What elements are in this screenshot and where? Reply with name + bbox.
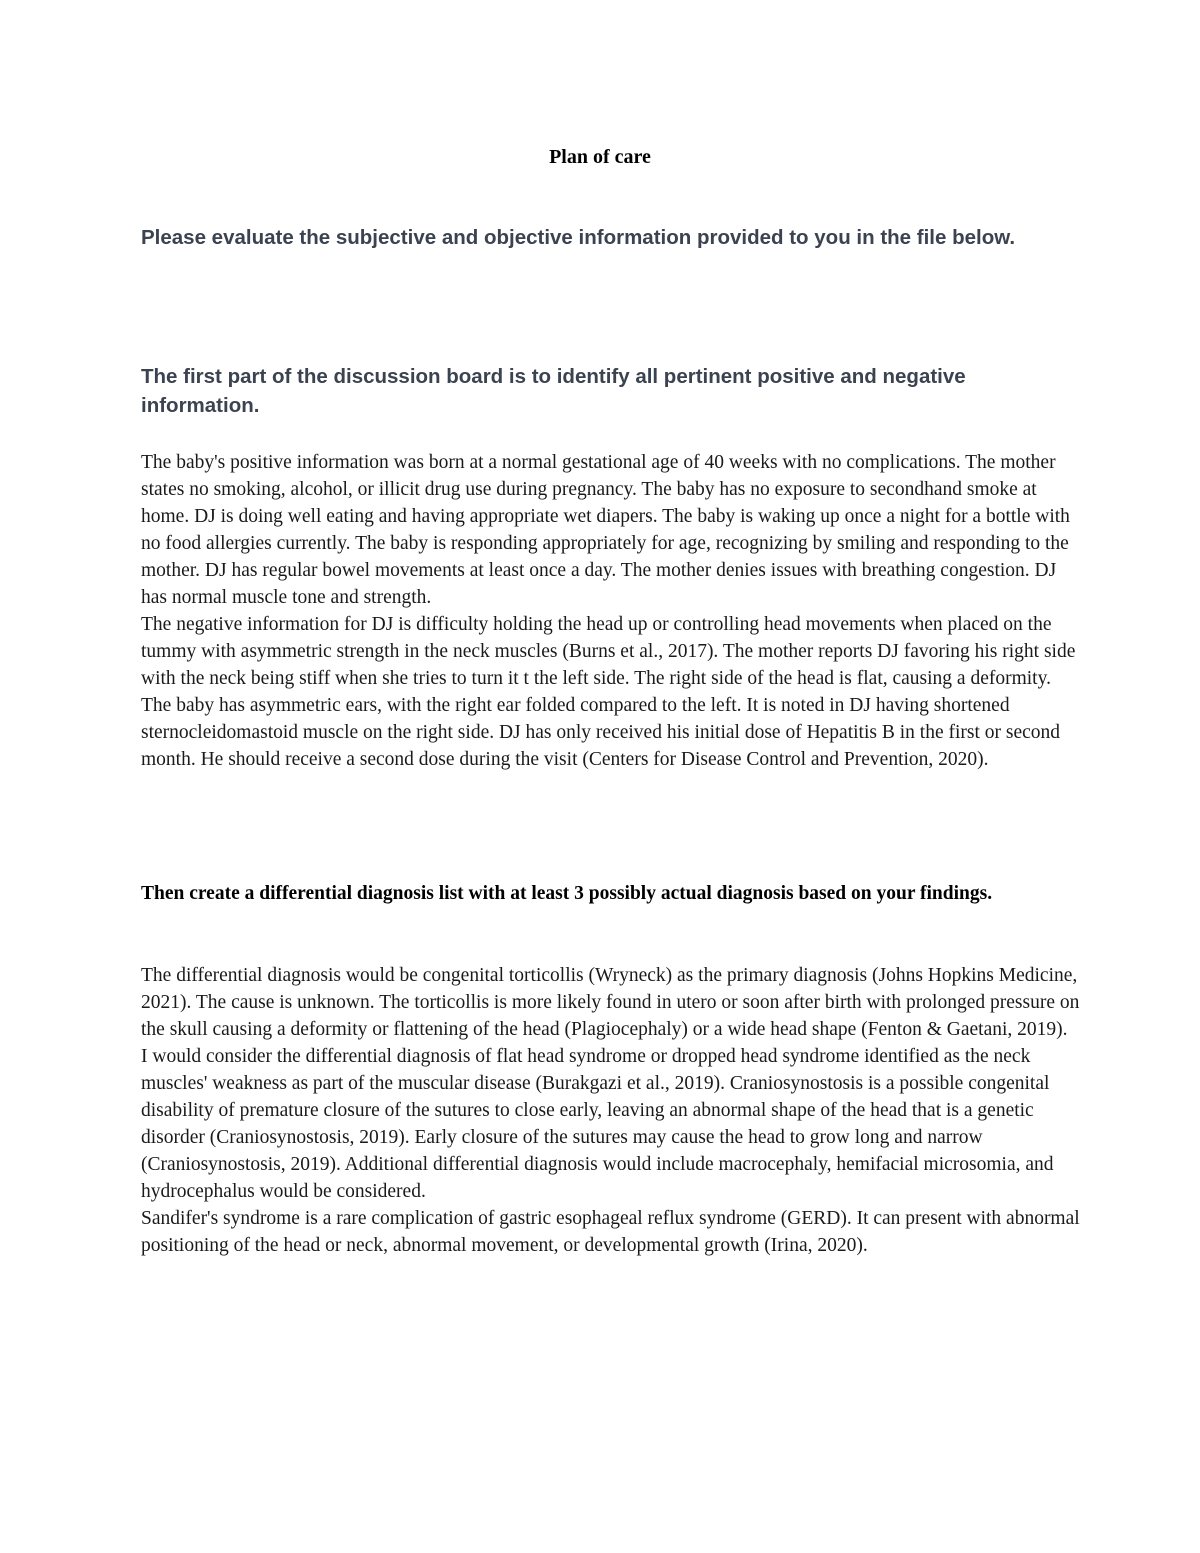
primary-diagnosis-paragraph: The differential diagnosis would be congenital torticollis (Wryneck) as the primary diagnosis (Johns Hopkins Medicine, 2021). The cause is unknown. The torticollis is more likely found in utero or soon after birth with prolonged pressure on the skull causing a deformity or flattening of the head (Plagiocephaly) or a wide head shape (Fenton & Gaetani, 2019). <box>141 965 1080 1040</box>
secondary-diagnosis-paragraph: I would consider the differential diagnosis of flat head syndrome or dropped head syndrome identified as the neck muscles' weakness as part of the muscular disease (Burakgazi et al., 2019). Craniosynostosis is a possible congenital disability of premature closure of the sutures to close early, leaving an abnormal shape of the head that is a genetic disorder (Craniosynostosis, 2019). Early closure of the sutures may cause the head to grow long and narrow (Craniosynostosis, 2019). Additional differential diagnosis would include macrocephaly, hemifacial microsomia, and hydrocephalus would be considered. <box>141 1046 1054 1202</box>
instruction-heading-evaluate: Please evaluate the subjective and objective information provided to you in the file below. <box>141 226 1016 249</box>
document-title: Plan of care <box>549 146 651 168</box>
instruction-heading-positive-negative: The first part of the discussion board is to identify all pertinent positive and negative information. <box>141 365 966 417</box>
positive-information-paragraph: The baby's positive information was born at a normal gestational age of 40 weeks with no complications. The mother states no smoking, alcohol, or illicit drug use during pregnancy. The baby has no exposure to secondhand smoke at home. DJ is doing well eating and having appropriate wet diapers. The baby is waking up once a night for a bottle with no food allergies currently. The baby is responding appropriately for age, recognizing by smiling and responding to the mother. DJ has regular bowel movements at least once a day. The mother denies issues with breathing congestion. DJ has normal muscle tone and strength. <box>141 452 1070 608</box>
negative-information-paragraph: The negative information for DJ is difficulty holding the head up or controlling head movements when placed on the tummy with asymmetric strength in the neck muscles (Burns et al., 2017). The mother reports DJ favoring his right side with the neck being stiff when she tries to turn it t the left side. The right side of the head is flat, causing a deformity. The baby has asymmetric ears, with the right ear folded compared to the left. It is noted in DJ having shortened sternocleidomastoid muscle on the right side. DJ has only received his initial dose of Hepatitis B in the first or second month. He should receive a second dose during the visit (Centers for Disease Control and Prevention, 2020). <box>141 614 1076 770</box>
positive-negative-section <box>141 449 1081 773</box>
sandifer-syndrome-paragraph: Sandifer's syndrome is a rare complication of gastric esophageal reflux syndrome (GERD). It can present with abnormal positioning of the head or neck, abnormal movement, or developmental growth (Irina, 2020). <box>141 1208 1080 1256</box>
instruction-heading-differential: Then create a differential diagnosis list with at least 3 possibly actual diagnosis based on your findings. <box>141 883 993 904</box>
differential-diagnosis-section <box>141 962 1081 1259</box>
